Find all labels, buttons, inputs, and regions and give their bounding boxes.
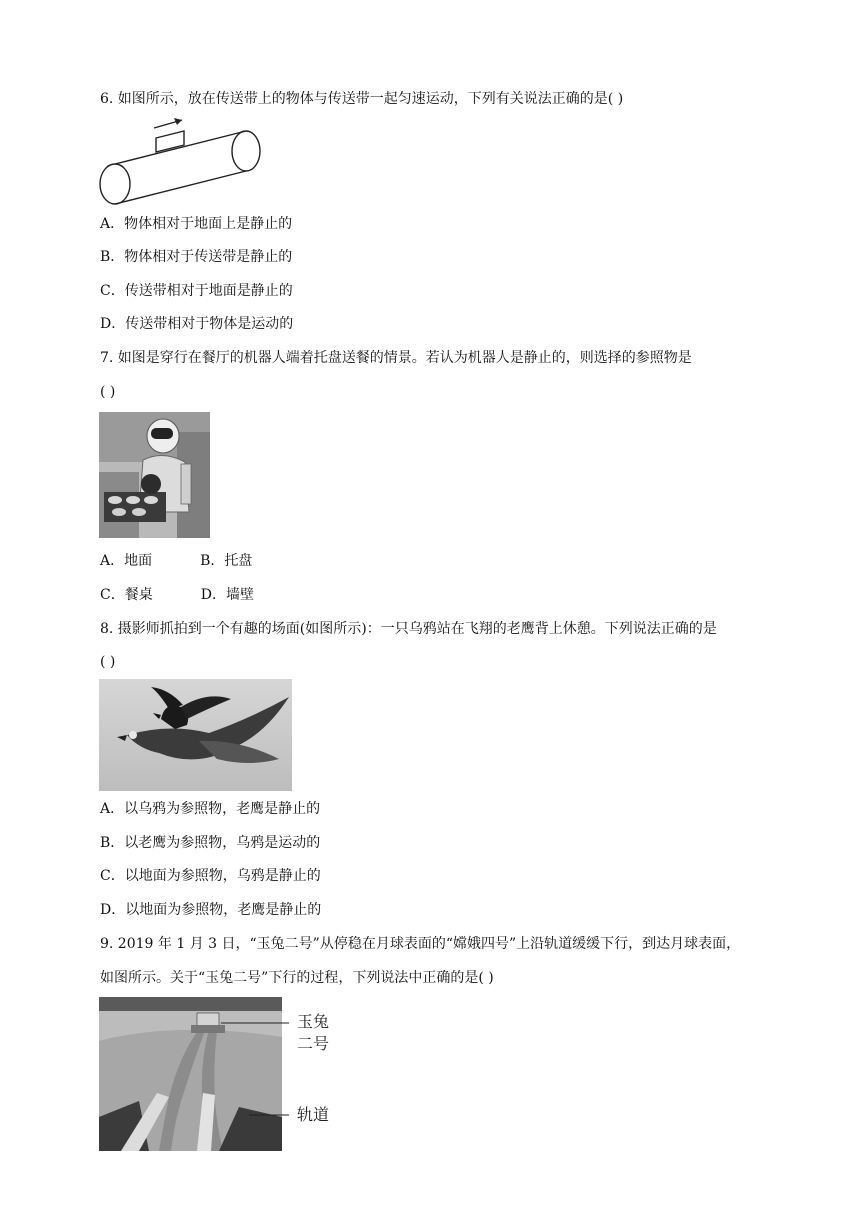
label-yutu [297,1011,329,1055]
q8-option-a: A．以乌鸦为参照物，老鹰是静止的 [100,801,321,817]
q6-stem: 6. 如图所示，放在传送带上的物体与传送带一起匀速运动，下列有关说法正确的是( ) [100,91,624,107]
yutu-rover-photo [99,997,341,1151]
q8-option-c: C．以地面为参照物，乌鸦是静止的 [100,868,321,884]
q7-options-row-2 [100,585,254,605]
q6-option-a: A．物体相对于地面上是静止的 [100,216,293,232]
q7-option-c: C．餐桌 [100,587,153,603]
q9-stem-line-1: 9. 2019 年 1 月 3 日，“玉兔二号”从停稳在月球表面的“嫦娥四号”上沿轨道缓缓下行，到达月球表面， [100,936,741,952]
robot-waiter-photo [99,412,210,538]
q8-option-b: B．以老鹰为参照物，乌鸦是运动的 [100,835,321,851]
q7-option-d: D．墙壁 [200,587,254,603]
q8-paren: ( ) [100,654,116,670]
label-track: 轨道 [297,1105,330,1124]
crow-on-eagle-photo [99,679,292,791]
q7-option-b: B．托盘 [200,553,253,569]
label-yutu-line-1: 玉兔 [297,1012,330,1031]
q7-option-a: A．地面 [100,553,153,569]
q6-option-d: D．传送带相对于物体是运动的 [100,316,294,332]
q8-stem: 8. 摄影师抓拍到一个有趣的场面(如图所示)：一只乌鸦站在飞翔的老鹰背上休憩。下列说法正确的是 [100,621,717,637]
conveyor-belt-figure [98,114,266,206]
q6-option-c: C．传送带相对于地面是静止的 [100,283,293,299]
q7-paren: ( ) [100,384,116,400]
q8-option-d: D．以地面为参照物，老鹰是静止的 [100,902,322,918]
q9-stem-line-2: 如图所示。关于“玉兔二号”下行的过程，下列说法中正确的是( ) [100,970,494,986]
q6-option-b: B．物体相对于传送带是静止的 [100,249,293,265]
q7-stem: 7. 如图是穿行在餐厅的机器人端着托盘送餐的情景。若认为机器人是静止的，则选择的参照物是 [100,350,692,366]
label-yutu-line-2: 二号 [297,1034,330,1053]
q7-options-row-1 [100,551,252,571]
